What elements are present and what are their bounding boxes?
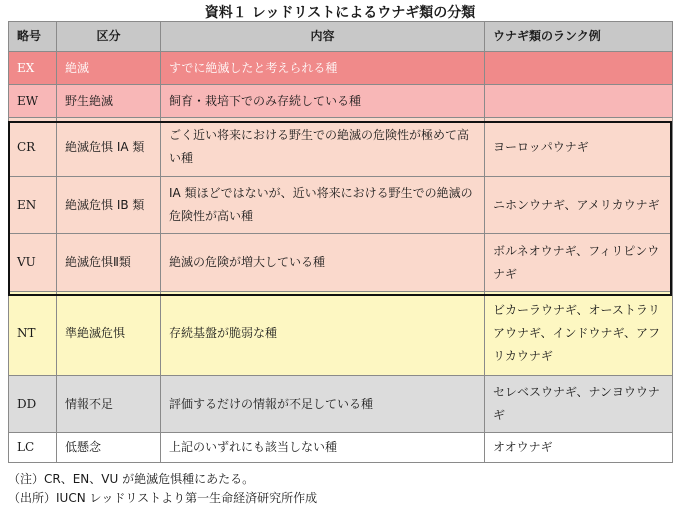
cell-content: 評価するだけの情報が不足している種: [161, 376, 485, 433]
cell-code: EN: [9, 177, 57, 234]
cell-code: NT: [9, 292, 57, 376]
cell-code: VU: [9, 234, 57, 292]
cell-category: 情報不足: [57, 376, 161, 433]
cell-code: EW: [9, 85, 57, 118]
cell-content: ごく近い将来における野生での絶滅の危険性が極めて高い種: [161, 118, 485, 177]
document-title: 資料１ レッドリストによるウナギ類の分類: [204, 5, 476, 21]
table-header-row: [9, 22, 673, 52]
table-row-vu: [9, 234, 673, 292]
cell-code: CR: [9, 118, 57, 177]
cell-examples: ニホンウナギ、アメリカウナギ: [485, 177, 673, 234]
cell-examples: オオウナギ: [485, 433, 673, 463]
cell-content: 飼育・栽培下でのみ存続している種: [161, 85, 485, 118]
header-code: 略号: [9, 22, 57, 52]
cell-code: EX: [9, 52, 57, 85]
cell-content: 存続基盤が脆弱な種: [161, 292, 485, 376]
table-row-en: [9, 177, 673, 234]
cell-content: IA 類ほどではないが、近い将来における野生での絶滅の危険性が高い種: [161, 177, 485, 234]
cell-examples: ヨーロッパウナギ: [485, 118, 673, 177]
cell-category: 低懸念: [57, 433, 161, 463]
cell-examples: [485, 85, 673, 118]
cell-category: 準絶滅危惧: [57, 292, 161, 376]
table-row-ew: [9, 85, 673, 118]
cell-category: 野生絶滅: [57, 85, 161, 118]
footnote-source: （出所）IUCN レッドリストより第一生命経済研究所作成: [8, 491, 318, 505]
footnotes: [8, 470, 317, 508]
cell-content: すでに絶滅したと考えられる種: [161, 52, 485, 85]
cell-examples: ビカーラウナギ、オーストラリアウナギ、インドウナギ、アフリカウナギ: [485, 292, 673, 376]
cell-content: 絶滅の危険が増大している種: [161, 234, 485, 292]
cell-category: 絶滅危惧Ⅱ類: [57, 234, 161, 292]
header-category: 区分: [57, 22, 161, 52]
cell-content: 上記のいずれにも該当しない種: [161, 433, 485, 463]
cell-category: 絶滅危惧 IA 類: [57, 118, 161, 177]
header-content: 内容: [161, 22, 485, 52]
table-row-lc: [9, 433, 673, 463]
cell-code: DD: [9, 376, 57, 433]
header-examples: ウナギ類のランク例: [485, 22, 673, 52]
table-row-nt: [9, 292, 673, 376]
cell-code: LC: [9, 433, 57, 463]
footnote-note: （注）CR、EN、VU が絶滅危惧種にあたる。: [8, 472, 255, 486]
table-row-ex: [9, 52, 673, 85]
cell-category: 絶滅: [57, 52, 161, 85]
cell-examples: [485, 52, 673, 85]
table-row-cr: [9, 118, 673, 177]
cell-examples: ボルネオウナギ、フィリピンウナギ: [485, 234, 673, 292]
table-row-dd: [9, 376, 673, 433]
cell-examples: セレベスウナギ、ナンヨウウナギ: [485, 376, 673, 433]
cell-category: 絶滅危惧 IB 類: [57, 177, 161, 234]
red-list-table: [8, 21, 673, 463]
